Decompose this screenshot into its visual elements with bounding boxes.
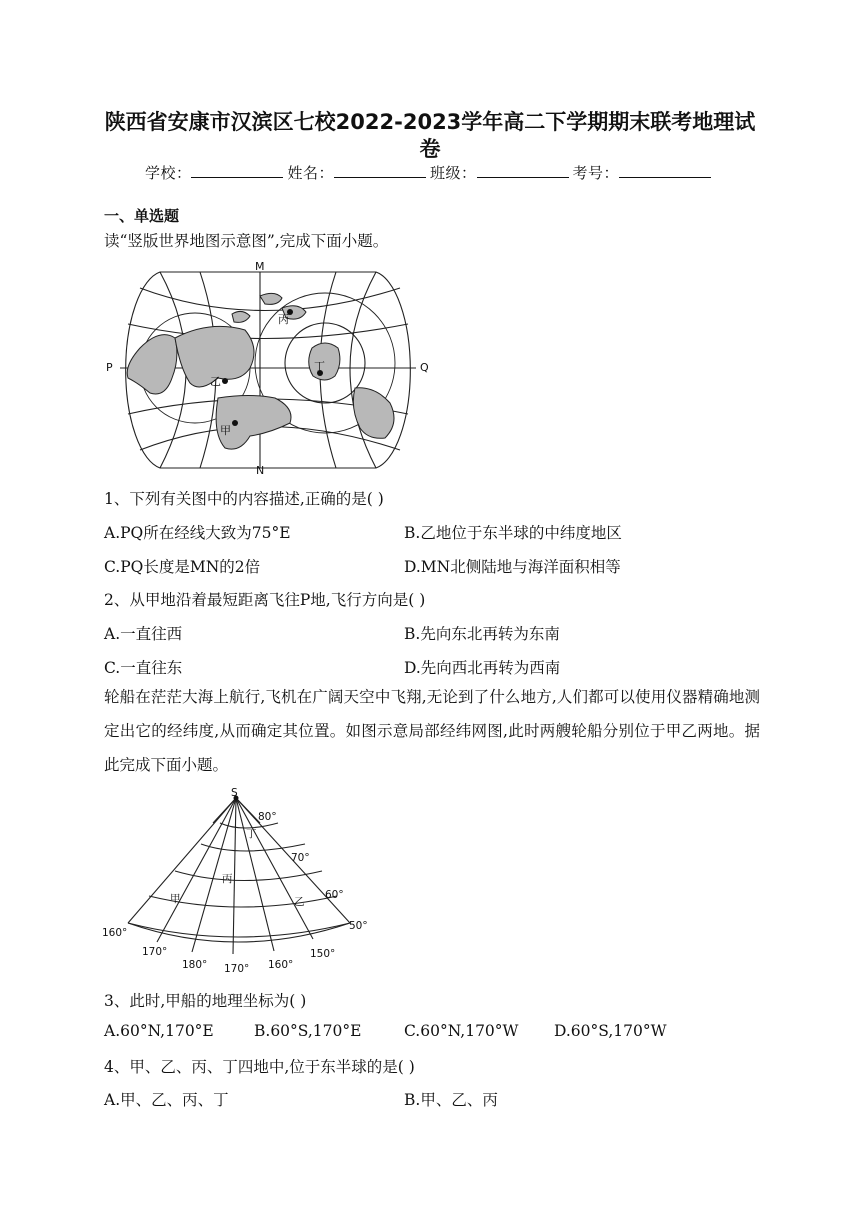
q1-option-d[interactable]: D.MN北侧陆地与海洋面积相等 [404, 558, 621, 576]
map1-label-ding: 丁 [314, 360, 325, 373]
map1-label-m: M [255, 260, 265, 273]
name-label: 姓名： [287, 164, 334, 182]
map2-label-lat60: 60° [325, 889, 344, 901]
map1-label-yi: 乙 [210, 375, 221, 388]
intro-text-2: 轮船在茫茫大海上航行,飞机在广阔天空中飞翔,无论到了什么地方,人们都可以使用仪器精确地测定出它的经纬度,从而确定其位置。如图示意局部经纬网图,此时两艘轮船分别位于甲乙两地。据此完成下面小题。 [104, 688, 760, 774]
world-map-figure [100, 258, 440, 476]
map2-label-lon160b: 160° [268, 959, 294, 971]
q1-option-b[interactable]: B.乙地位于东半球的中纬度地区 [404, 524, 622, 542]
question-3-stem: 3、此时,甲船的地理坐标为( ) [104, 992, 307, 1010]
q2-option-c[interactable]: C.一直往东 [104, 659, 183, 677]
map1-label-q: Q [420, 361, 429, 374]
class-blank[interactable] [477, 163, 569, 178]
section-heading: 一、单选题 [104, 207, 180, 225]
map2-label-lat80: 80° [258, 811, 277, 823]
q1-option-c[interactable]: C.PQ长度是MN的2倍 [104, 558, 261, 576]
map2-label-lon160a: 160° [102, 927, 128, 939]
question-2-stem: 2、从甲地沿着最短距离飞往P地,飞行方向是( ) [104, 591, 426, 609]
map2-label-bing: 丙 [222, 873, 233, 885]
exam-title-line2: 卷 [419, 137, 441, 161]
student-info-line [0, 162, 860, 183]
school-label: 学校： [144, 164, 192, 182]
number-label: 考号： [572, 164, 620, 182]
name-blank[interactable] [334, 163, 426, 178]
q4-option-b[interactable]: B.甲、乙、丙 [404, 1091, 498, 1109]
q3-option-a[interactable]: A.60°N,170°E [104, 1022, 214, 1040]
map2-label-lat50: 50° [349, 920, 368, 932]
question-1-stem: 1、下列有关图中的内容描述,正确的是( ) [104, 490, 384, 508]
map2-label-lon150: 150° [310, 948, 336, 960]
exam-title-line1: 陕西省安康市汉滨区七校2022-2023学年高二下学期期末联考地理试 [104, 110, 756, 134]
number-blank[interactable] [619, 163, 711, 178]
map1-label-p: P [106, 361, 113, 374]
intro-text-1: 读“竖版世界地图示意图”,完成下面小题。 [104, 232, 389, 250]
map2-label-s: S [231, 787, 238, 799]
map2-label-lon170b: 170° [224, 963, 250, 975]
map1-label-bing: 丙 [278, 313, 289, 326]
q3-option-d[interactable]: D.60°S,170°W [554, 1022, 667, 1040]
map2-label-lon180: 180° [182, 959, 208, 971]
q3-option-b[interactable]: B.60°S,170°E [254, 1022, 362, 1040]
map2-label-lon170a: 170° [142, 946, 168, 958]
map1-label-jia: 甲 [220, 424, 231, 437]
q4-option-a[interactable]: A.甲、乙、丙、丁 [104, 1091, 229, 1109]
school-blank[interactable] [191, 163, 283, 178]
q2-option-b[interactable]: B.先向东北再转为东南 [404, 625, 560, 643]
map2-label-ding: 丁 [246, 828, 257, 840]
graticule-figure [100, 786, 380, 978]
q1-option-a[interactable]: A.PQ所在经线大致为75°E [104, 524, 291, 542]
q3-option-c[interactable]: C.60°N,170°W [404, 1022, 519, 1040]
q2-option-a[interactable]: A.一直往西 [104, 625, 183, 643]
map2-label-yi: 乙 [294, 896, 305, 908]
map1-label-n: N [256, 464, 265, 476]
q2-option-d[interactable]: D.先向西北再转为西南 [404, 659, 561, 677]
map2-label-jia: 甲 [170, 893, 181, 905]
class-label: 班级： [430, 164, 477, 182]
question-4-stem: 4、甲、乙、丙、丁四地中,位于东半球的是( ) [104, 1058, 415, 1076]
map2-label-lat70: 70° [291, 852, 310, 864]
